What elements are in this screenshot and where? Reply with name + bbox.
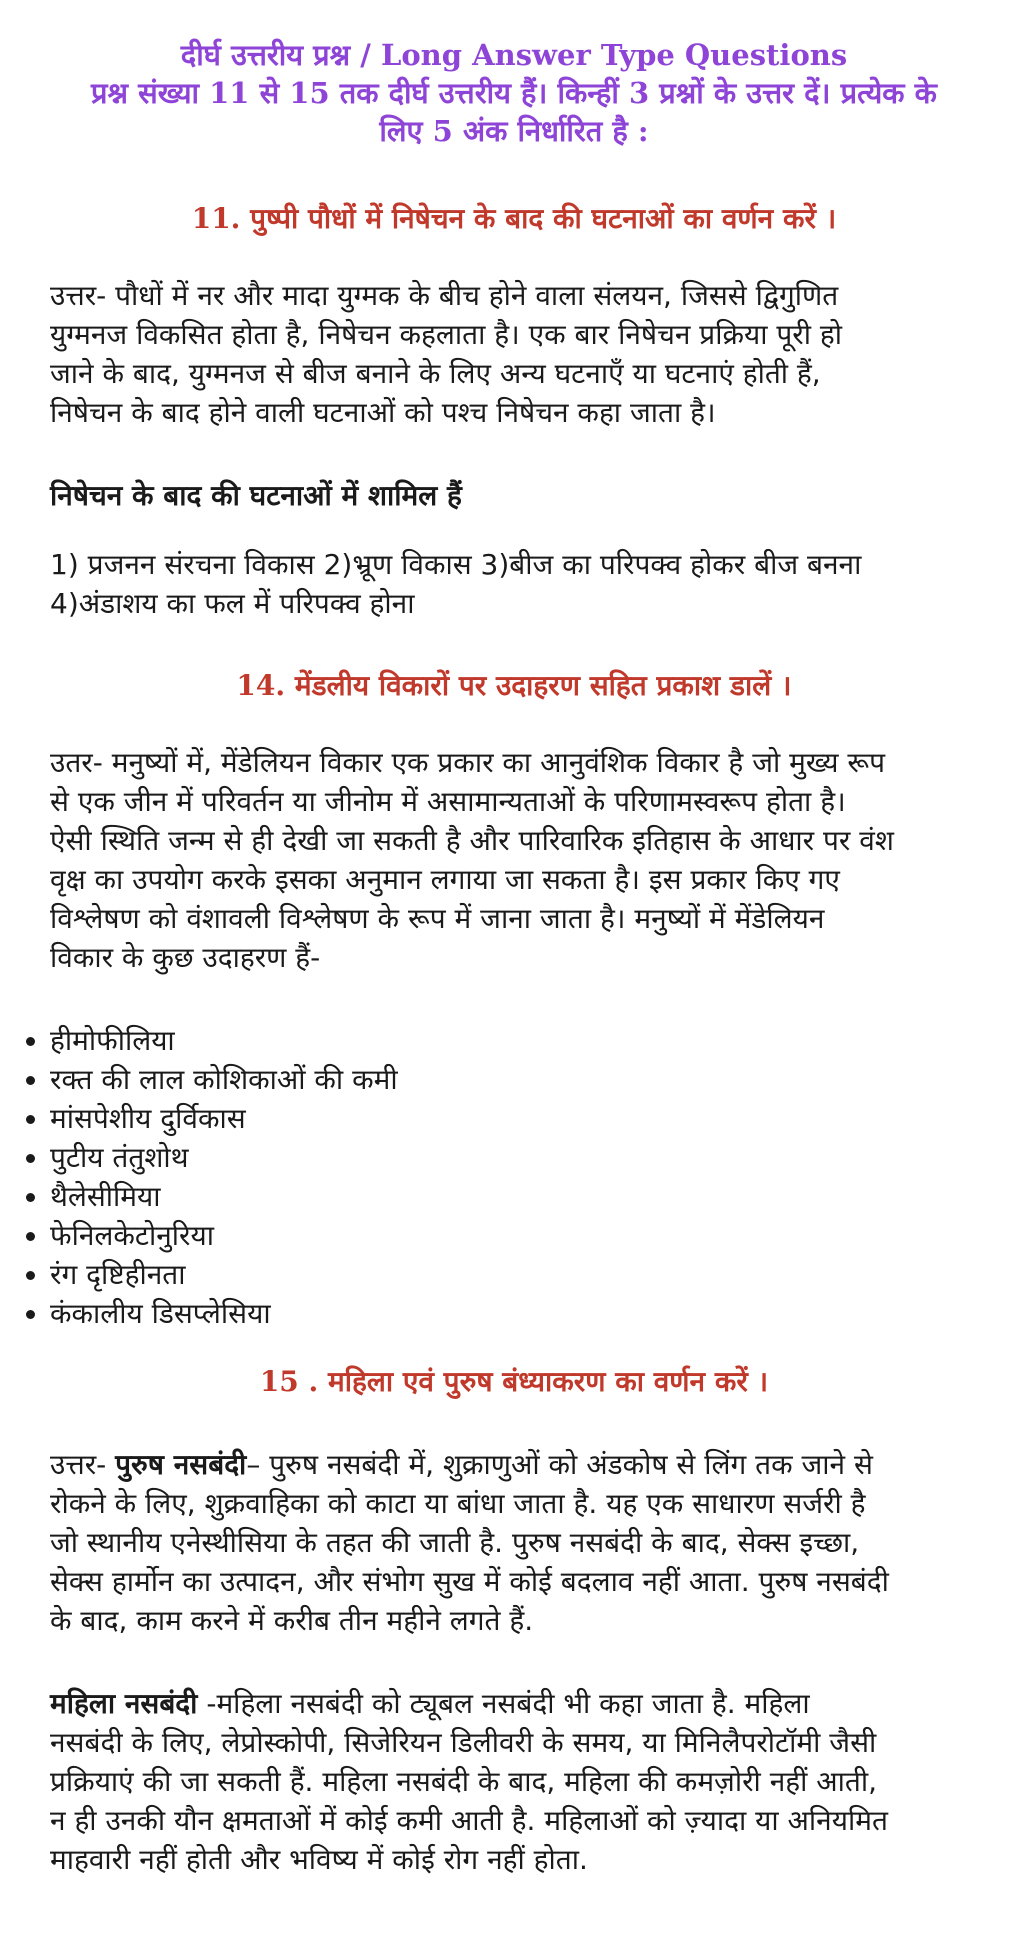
list-item-text: थैलेसीमिया [50, 1180, 161, 1213]
answer-line: जो स्थानीय एनेस्थीसिया के तहत की जाती है. पुरुष नसबंदी के बाद, सेक्स इच्छा, [50, 1526, 860, 1559]
bullet-icon [26, 1115, 35, 1124]
list-item [50, 1294, 978, 1333]
event-list-line: 1) प्रजनन संरचना विकास 2)भ्रूण विकास 3)बीज का परिपक्व होकर बीज बनना [50, 548, 862, 581]
answer-line [50, 1684, 978, 1723]
bullet-icon [26, 1310, 35, 1319]
answer-line: विश्लेषण को वंशावली विश्लेषण के रूप में जाना जाता है। मनुष्यों में मेंडेलियन [50, 902, 825, 935]
question-15 [50, 1363, 978, 1879]
bullet-icon [26, 1271, 35, 1280]
answer-line: रोकने के लिए, शुक्रवाहिका को काटा या बांधा जाता है. यह एक साधारण सर्जरी है [50, 1487, 866, 1520]
answer-line: के बाद, काम करने में करीब तीन महीने लगते हैं. [50, 1604, 534, 1637]
list-item [50, 1021, 978, 1060]
page-header [50, 36, 978, 150]
list-item-text: रंग दृष्टिहीनता [50, 1258, 186, 1291]
question-11-subheading: निषेचन के बाद की घटनाओं में शामिल हैं [50, 479, 462, 512]
answer-line: निषेचन के बाद होने वाली घटनाओं को पश्च निषेचन कहा जाता है। [50, 396, 716, 429]
list-item [50, 1060, 978, 1099]
answer-line: युग्मनज विकसित होता है, निषेचन कहलाता है। एक बार निषेचन प्रक्रिया पूरी हो [50, 318, 843, 351]
list-item [50, 1177, 978, 1216]
answer-line: माहवारी नहीं होती और भविष्य में कोई रोग नहीं होता. [50, 1843, 588, 1876]
answer-line: सेक्स हार्मोन का उत्पादन, और संभोग सुख में कोई बदलाव नहीं आता. पुरुष नसबंदी [50, 1565, 889, 1598]
question-14-answer [50, 743, 978, 977]
answer-line: प्रक्रियाएं की जा सकती हैं. महिला नसबंदी के बाद, महिला की कमज़ोरी नहीं आती, [50, 1765, 877, 1798]
list-item-text: फेनिलकेटोनुरिया [50, 1219, 214, 1252]
female-sterilization-label: महिला नसबंदी [50, 1687, 198, 1720]
header-instructions-cont: लिए 5 अंक निर्धारित है : [379, 114, 649, 148]
list-item-text: हीमोफीलिया [50, 1024, 175, 1057]
question-11-answer [50, 276, 978, 432]
answer-line: वृक्ष का उपयोग करके इसका अनुमान लगाया जा सकता है। इस प्रकार किए गए [50, 863, 840, 896]
event-list-line: 4)अंडाशय का फल में परिपक्व होना [50, 587, 415, 620]
answer-line: न ही उनकी यौन क्षमताओं में कोई कमी आती है. महिलाओं को ज़्यादा या अनियमित [50, 1804, 888, 1837]
list-item [50, 1099, 978, 1138]
answer-line-rest: -महिला नसबंदी को ट्यूबल नसबंदी भी कहा जाता है. महिला [197, 1687, 810, 1720]
question-14 [50, 667, 978, 1333]
question-15-heading: 15 . महिला एवं पुरुष बंध्याकरण का वर्णन करें । [259, 1365, 769, 1398]
list-item [50, 1216, 978, 1255]
list-item-text: कंकालीय डिसप्लेसिया [50, 1297, 271, 1330]
answer-line: विकार के कुछ उदाहरण हैं- [50, 941, 321, 974]
male-sterilization-answer [50, 1445, 978, 1640]
answer-line: से एक जीन में परिवर्तन या जीनोम में असामान्यताओं के परिणामस्वरूप होता है। [50, 785, 846, 818]
answer-line: ऐसी स्थिति जन्म से ही देखी जा सकती है और पारिवारिक इतिहास के आधार पर वंश [50, 824, 894, 857]
header-title: दीर्घ उत्तरीय प्रश्न / Long Answer Type Questions [180, 38, 848, 72]
bullet-icon [26, 1232, 35, 1241]
question-11 [50, 200, 978, 623]
answer-line: नसबंदी के लिए, लेप्रोस्कोपी, सिजेरियन डिलीवरी के समय, या मिनिलैपरोटॉमी जैसी [50, 1726, 877, 1759]
answer-line: जाने के बाद, युग्मनज से बीज बनाने के लिए अन्य घटनाएँ या घटनाएं होती हैं, [50, 357, 821, 390]
list-item-text: मांसपेशीय दुर्विकास [50, 1102, 246, 1135]
bullet-icon [26, 1076, 35, 1085]
answer-line: उतर- मनुष्यों में, मेंडेलियन विकार एक प्रकार का आनुवंशिक विकार है जो मुख्य रूप [50, 746, 886, 779]
bullet-icon [26, 1037, 35, 1046]
list-item-text: पुटीय तंतुशोथ [50, 1141, 189, 1174]
list-item [50, 1138, 978, 1177]
disorder-example-list [50, 1021, 978, 1333]
female-sterilization-answer [50, 1684, 978, 1879]
question-11-heading: 11. पुष्पी पौधों में निषेचन के बाद की घटनाओं का वर्णन करें । [191, 202, 837, 235]
header-instructions: प्रश्न संख्या 11 से 15 तक दीर्घ उत्तरीय हैं। किन्हीं 3 प्रश्नों के उत्तर दें। प्रत्येक के [91, 76, 937, 110]
answer-prefix: उत्तर- [50, 1448, 116, 1481]
answer-line-rest: – पुरुष नसबंदी में, शुक्राणुओं को अंडकोष से लिंग तक जाने से [246, 1448, 873, 1481]
male-sterilization-label: पुरुष नसबंदी [115, 1448, 247, 1481]
question-11-event-list [50, 545, 978, 623]
answer-line: उत्तर- पौधों में नर और मादा युग्मक के बीच होने वाला संलयन, जिससे द्विगुणित [50, 279, 839, 312]
list-item-text: रक्त की लाल कोशिकाओं की कमी [50, 1063, 398, 1096]
answer-line [50, 1445, 978, 1484]
bullet-icon [26, 1154, 35, 1163]
question-14-heading: 14. मेंडलीय विकारों पर उदाहरण सहित प्रकाश डालें । [236, 669, 792, 702]
list-item [50, 1255, 978, 1294]
bullet-icon [26, 1193, 35, 1202]
